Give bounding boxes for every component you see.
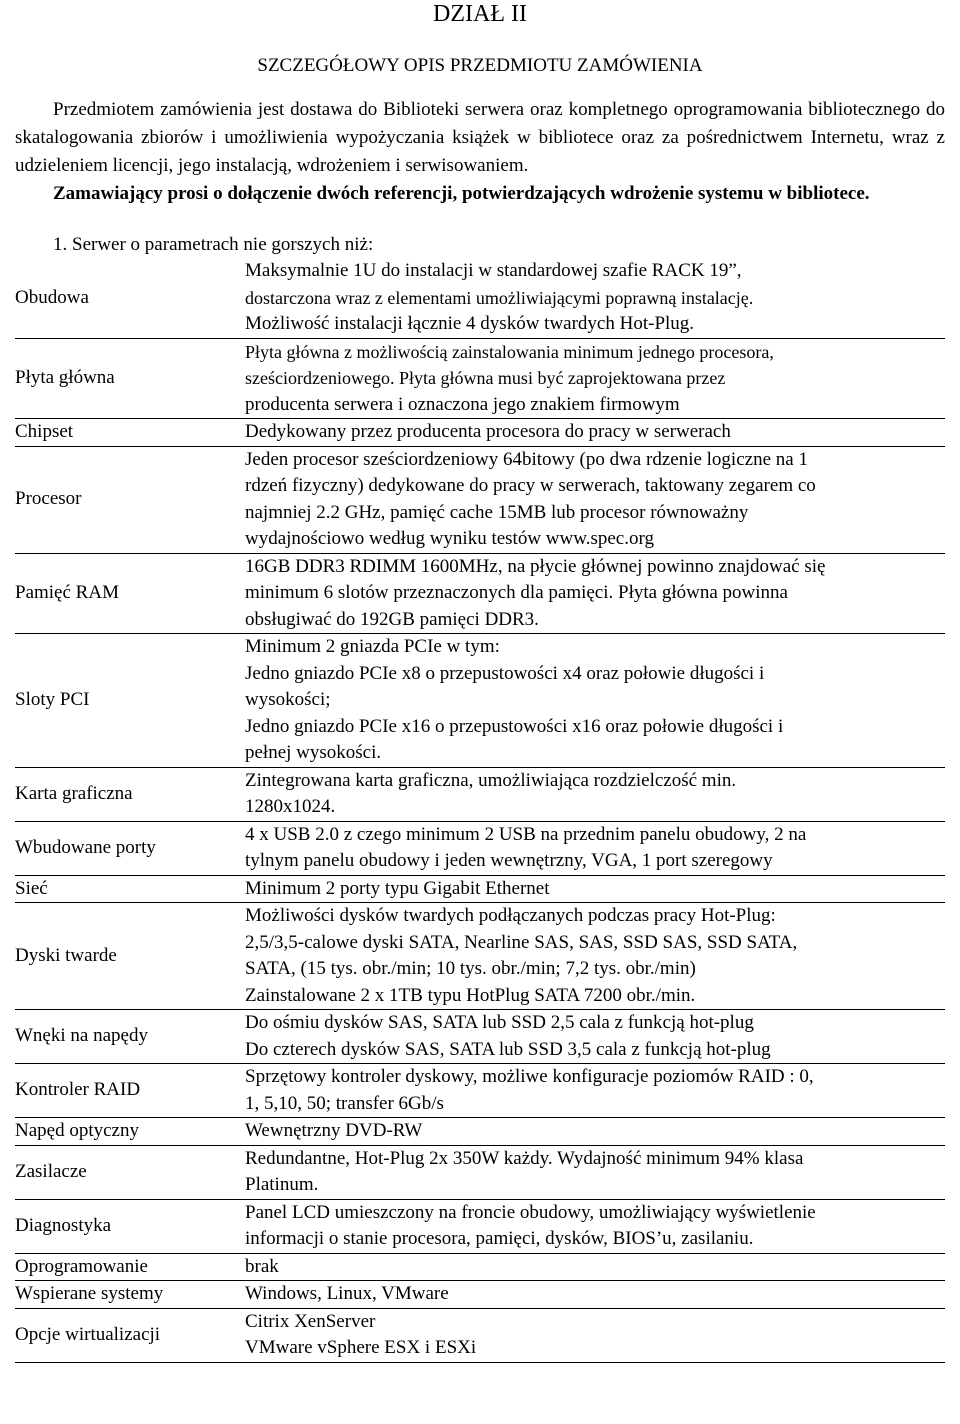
spec-value-line: 16GB DDR3 RDIMM 1600MHz, na płycie głównej powinno znajdować się (245, 555, 826, 577)
spec-value-line: Minimum 2 porty typu Gigabit Ethernet (245, 877, 550, 899)
spec-value (245, 821, 945, 875)
section-heading: 1. Serwer o parametrach nie gorszych niż: (53, 234, 374, 255)
spec-row (15, 446, 945, 553)
spec-value (245, 446, 945, 553)
spec-value-line: dostarczona wraz z elementami umożliwiającymi poprawną instalację. (245, 287, 754, 308)
spec-row (15, 875, 945, 903)
spec-row (15, 553, 945, 634)
spec-value-line: Windows, Linux, VMware (245, 1283, 449, 1304)
spec-value-line: Zintegrowana karta graficzna, umożliwiająca rozdzielczość min. (245, 769, 737, 791)
spec-row (15, 821, 945, 875)
page-subtitle: SZCZEGÓŁOWY OPIS PRZEDMIOTU ZAMÓWIENIA (257, 55, 703, 76)
spec-value (245, 767, 945, 821)
spec-value-line: Możliwość instalacji łącznie 4 dysków twardych Hot-Plug. (245, 313, 695, 334)
page-title: DZIAŁ II (433, 1, 527, 27)
spec-row (15, 1145, 945, 1199)
spec-value-line: Minimum 2 gniazda PCIe w tym: (245, 636, 500, 657)
spec-value (245, 875, 945, 903)
spec-label: Napęd optyczny (15, 1120, 139, 1141)
spec-label: Chipset (15, 421, 74, 442)
spec-value (245, 903, 945, 1010)
spec-value-line: 1, 5,10, 50; transfer 6Gb/s (245, 1092, 444, 1114)
spec-label: Procesor (15, 488, 82, 510)
spec-value-line: wysokości; (245, 689, 331, 710)
spec-label: Wbudowane porty (15, 836, 156, 858)
spec-label: Opcje wirtualizacji (15, 1323, 161, 1345)
spec-value-line: Jedno gniazdo PCIe x16 o przepustowości x16 oraz połowie długości i (245, 715, 784, 737)
spec-label: Dyski twarde (15, 944, 117, 966)
spec-value (245, 553, 945, 634)
spec-value (245, 1253, 945, 1281)
spec-value (245, 258, 945, 338)
spec-value-line: producenta serwera i oznaczona jego znakiem firmowym (245, 393, 680, 415)
spec-label: Wspierane systemy (15, 1283, 164, 1304)
spec-value-line: pełnej wysokości. (245, 742, 382, 763)
spec-value-line: 2,5/3,5-calowe dyski SATA, Nearline SAS, SAS, SSD SAS, SSD SATA, (245, 931, 798, 953)
spec-value-line: VMware vSphere ESX i ESXi (245, 1337, 477, 1358)
spec-value-line: Jedno gniazdo PCIe x8 o przepustowości x4 oraz połowie długości i (245, 662, 765, 684)
spec-row (15, 1118, 945, 1146)
spec-value-line: Do ośmiu dysków SAS, SATA lub SSD 2,5 cala z funkcją hot-plug (245, 1012, 754, 1033)
spec-label: Sieć (15, 877, 48, 899)
spec-label: Obudowa (15, 286, 89, 308)
spec-value-line: Citrix XenServer (245, 1310, 376, 1332)
spec-value-line: obsługiwać do 192GB pamięci DDR3. (245, 608, 539, 630)
spec-value (245, 1118, 945, 1146)
spec-value (245, 338, 945, 419)
spec-value-line: informacji o stanie procesora, pamięci, dysków, BIOS’u, zasilaniu. (245, 1228, 754, 1249)
spec-value (245, 1308, 945, 1362)
spec-value-line: najmniej 2.2 GHz, pamięć cache 15MB lub procesor równoważny (245, 501, 749, 523)
spec-value-line: tylnym panelu obudowy i jeden wewnętrzny, VGA, 1 port szeregowy (245, 850, 773, 871)
spec-value-line: Redundantne, Hot-Plug 2x 350W każdy. Wydajność minimum 94% klasa (245, 1147, 804, 1169)
spec-table (15, 258, 945, 1363)
spec-value-line: Wewnętrzny DVD-RW (245, 1120, 423, 1141)
spec-label: Diagnostyka (15, 1214, 112, 1236)
spec-value-line: Zainstalowane 2 x 1TB typu HotPlug SATA 7200 obr./min. (245, 984, 696, 1006)
spec-label: Wnęki na napędy (15, 1025, 148, 1047)
spec-label: Zasilacze (15, 1160, 87, 1182)
spec-row (15, 1281, 945, 1309)
spec-value-line: Platinum. (245, 1174, 319, 1195)
spec-value (245, 1199, 945, 1253)
spec-value-line: wydajnościowo według wyniku testów www.spec.org (245, 528, 654, 549)
spec-value-line: Maksymalnie 1U do instalacji w standardowej szafie RACK 19”, (245, 260, 742, 281)
spec-value-line: sześciordzeniowego. Płyta główna musi być zaprojektowana przez (245, 368, 726, 388)
spec-value-line: Panel LCD umieszczony na froncie obudowy, umożliwiający wyświetlenie (245, 1201, 816, 1223)
spec-row (15, 767, 945, 821)
spec-value (245, 1064, 945, 1118)
spec-value-line: rdzeń fizyczny) dedykowane do pracy w serwerach, taktowany zegarem co (245, 475, 816, 496)
spec-row (15, 903, 945, 1010)
spec-value (245, 1010, 945, 1064)
spec-label: Pamięć RAM (15, 582, 119, 603)
spec-value (245, 1281, 945, 1309)
spec-value-line: 1280x1024. (245, 796, 336, 817)
spec-row (15, 1010, 945, 1064)
spec-value-line: Dedykowany przez producenta procesora do pracy w serwerach (245, 421, 731, 442)
spec-value-line: 4 x USB 2.0 z czego minimum 2 USB na przednim panelu obudowy, 2 na (245, 823, 807, 845)
spec-value (245, 634, 945, 768)
spec-row (15, 419, 945, 447)
spec-value-line: SATA, (15 tys. obr./min; 10 tys. obr./min; 7,2 tys. obr./min) (245, 958, 696, 979)
spec-label: Kontroler RAID (15, 1079, 141, 1101)
spec-label: Oprogramowanie (15, 1255, 148, 1277)
spec-label: Sloty PCI (15, 689, 90, 710)
spec-row (15, 1253, 945, 1281)
spec-label: Karta graficzna (15, 782, 133, 804)
spec-value-line: Sprzętowy kontroler dyskowy, możliwe konfiguracje poziomów RAID : 0, (245, 1066, 814, 1087)
spec-value (245, 1145, 945, 1199)
spec-row (15, 1199, 945, 1253)
references-note: Zamawiający prosi o dołączenie dwóch referencji, potwierdzających wdrożenie systemu w bibliotece. (53, 183, 870, 204)
spec-row (15, 1308, 945, 1362)
spec-value-line: Do czterech dysków SAS, SATA lub SSD 3,5 cala z funkcją hot-plug (245, 1038, 771, 1060)
spec-value-line: minimum 6 slotów przeznaczonych dla pamięci. Płyta główna powinna (245, 582, 788, 603)
spec-row (15, 634, 945, 768)
spec-table-body (15, 258, 945, 1362)
spec-row (15, 258, 945, 338)
spec-value-line: Jeden procesor sześciordzeniowy 64bitowy (po dwa rdzenie logiczne na 1 (245, 448, 808, 470)
spec-label: Płyta główna (15, 367, 115, 388)
spec-value-line: Płyta główna z możliwością zainstalowania minimum jednego procesora, (245, 341, 774, 362)
spec-value-line: Możliwości dysków twardych podłączanych podczas pracy Hot-Plug: (245, 905, 776, 926)
spec-value-line: brak (245, 1255, 279, 1277)
spec-value (245, 419, 945, 447)
spec-row (15, 338, 945, 419)
spec-row (15, 1064, 945, 1118)
intro-paragraph: Przedmiotem zamówienia jest dostawa do Biblioteki serwera oraz kompletnego oprogramowania bibliotecznego do skatalogowania zbiorów i umożliwienia wypożyczania książek w bibliotece oraz za pośrednictwem Internetu, wraz z udzieleniem licencji, jego instalacją, wdrożeniem i serwisowaniem. (15, 99, 945, 176)
